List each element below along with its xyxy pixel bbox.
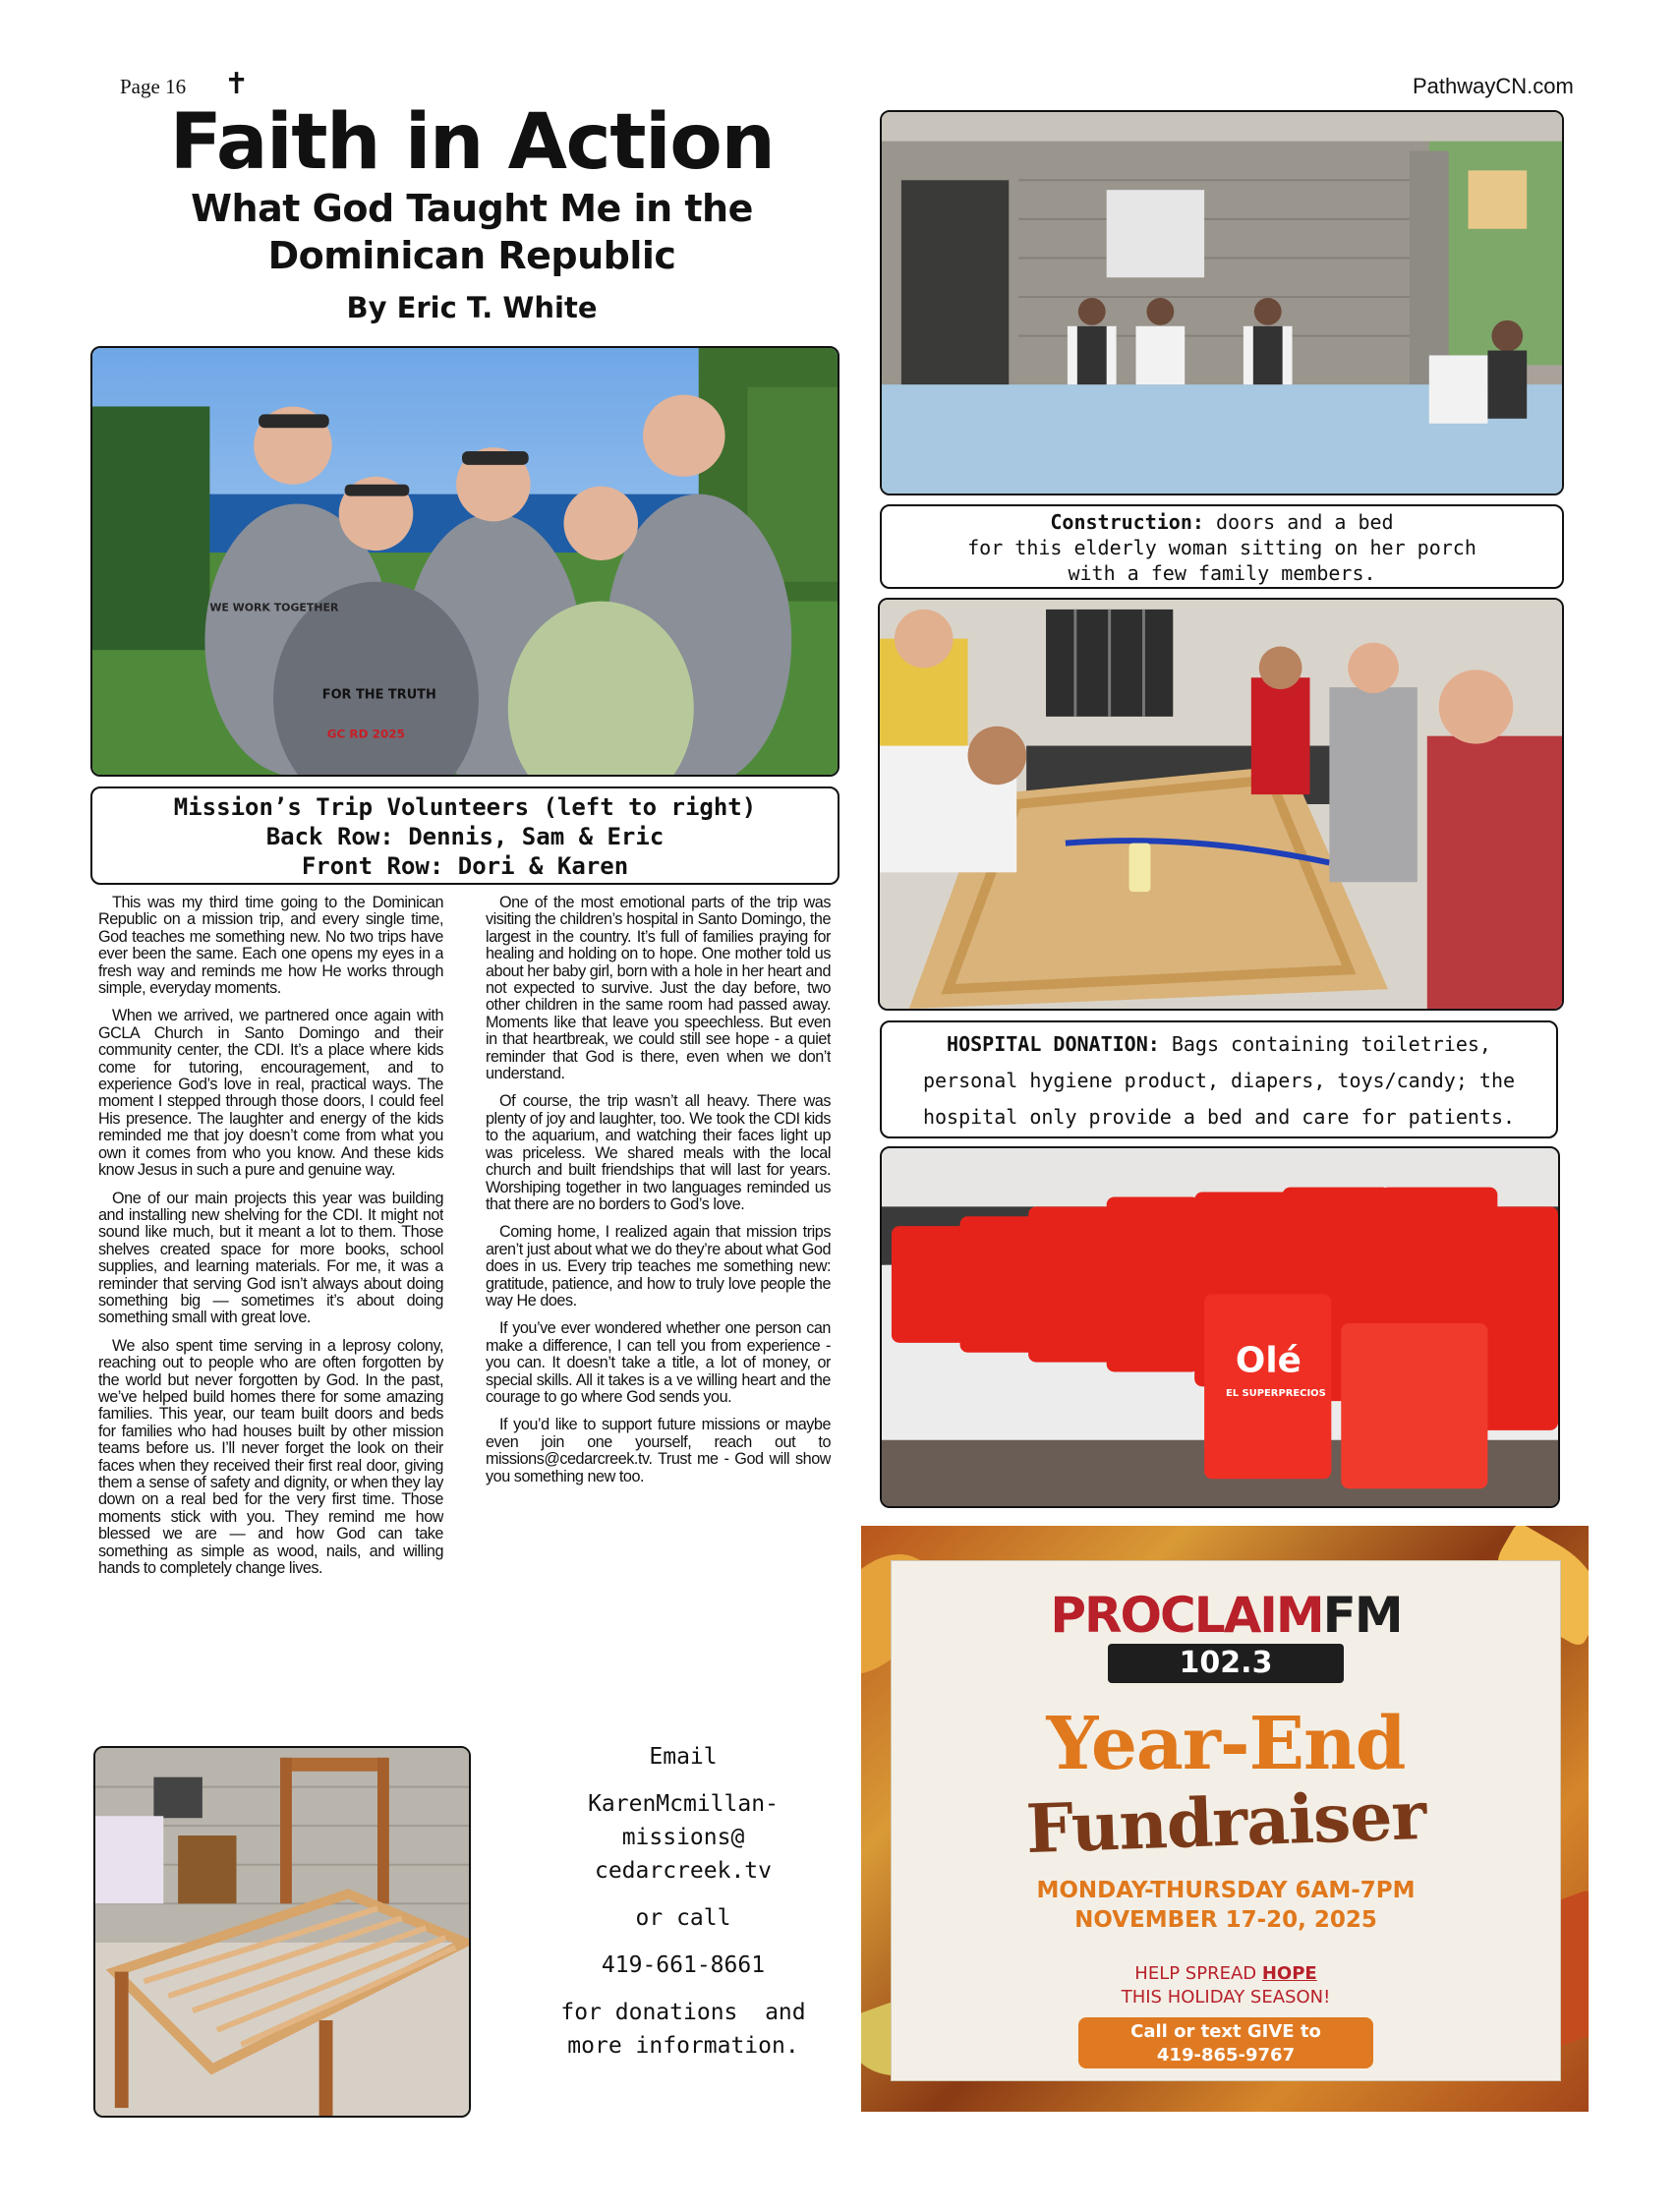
construction-label: Construction: xyxy=(1050,510,1204,534)
subtitle-line-1: What God Taught Me in the xyxy=(191,187,753,230)
brand-name: PROCLAIM xyxy=(1050,1587,1323,1644)
article-title: Faith in Action xyxy=(169,98,775,187)
hospital-line-2: personal hygiene product, diapers, toys/candy; the xyxy=(922,1069,1516,1092)
volunteers-photo xyxy=(90,346,839,777)
page-number: Page 16 xyxy=(120,75,187,98)
caption-line-2: Back Row: Dennis, Sam & Eric xyxy=(265,823,665,850)
help-line-2: THIS HOLIDAY SEASON! xyxy=(1121,1987,1331,2008)
volunteers-caption xyxy=(90,786,839,885)
cta-line-2: 419-865-9767 xyxy=(1156,2045,1296,2066)
ad-headline-1: Year-End xyxy=(1046,1702,1406,1786)
paragraph-7: Coming home, I realized again that mission trips aren’t just about what we do they’re about what God does in us. Every trip teaches me something new: gratitude, patience, and how to truly love people the way He does. xyxy=(486,1223,831,1310)
call-to-action-button[interactable] xyxy=(1078,2017,1373,2068)
paragraph-5: One of the most emotional parts of the trip was visiting the children’s hospital in Santo Domingo, the largest in the country. It’s full of families praying for healing and holding on to hope. One mother told us about her baby girl, born with a hole in her heart and not expected to survive. Just the day before, two other children in the same room had passed away. Moments like that leave you speechless. But even in that heartbreak, we could still see hope - a quiet reminder that God is there, even when we don’t understand. xyxy=(486,895,831,1083)
contact-info-1: for donations and xyxy=(560,2000,806,2025)
help-hope: HOPE xyxy=(1261,1963,1317,1984)
paragraph-4: We also spent time serving in a leprosy colony, reaching out to people who are often forgotten by the world but never forgotten by God. In the past, we’ve helped build homes there for some amazing families. This year, our team built doors and beds for families who had houses built by other mission teams before us. I’ll never forget the look on their faces when they received their first real door, giving them a sense of safety and dignity, or when they lay down on a real bed for the very first time. Those moments stick with you. They remind me how blessed we are — and how God can take something as simple as wood, nails, and willing hands to completely change lives. xyxy=(98,1336,443,1578)
hospital-label: HOSPITAL DONATION: xyxy=(947,1032,1160,1056)
article-column-1 xyxy=(98,895,443,1732)
construction-caption xyxy=(880,504,1564,589)
article-subtitle xyxy=(79,185,865,279)
contact-email-1[interactable]: KarenMcmillan- xyxy=(588,1791,779,1817)
caption-line-3: Front Row: Dori & Karen xyxy=(301,852,629,880)
ad-schedule: MONDAY-THURSDAY 6AM-7PM xyxy=(1036,1878,1416,1903)
brand-frequency: 102.3 xyxy=(1108,1644,1344,1683)
shirt-text-a: FOR THE TRUTH xyxy=(321,687,436,703)
hospital-caption xyxy=(880,1020,1558,1138)
article-column-2 xyxy=(486,895,831,1722)
byline: By Eric T. White xyxy=(346,291,598,324)
hospital-line-1: Bags containing toiletries, xyxy=(1171,1032,1491,1056)
contact-info-2: more information. xyxy=(567,2033,799,2059)
ad-help-text xyxy=(892,1962,1560,2009)
contact-block xyxy=(536,1740,831,2063)
construction-line-3: with a few family members. xyxy=(1068,561,1376,585)
contact-email-3[interactable]: cedarcreek.tv xyxy=(594,1858,772,1884)
construction-photo xyxy=(880,110,1564,495)
contact-or-call: or call xyxy=(635,1905,731,1931)
contact-phone[interactable]: 419-661-8661 xyxy=(601,1952,766,1978)
paragraph-8: If you’ve ever wondered whether one person can make a difference, I can tell you from experience - you can. It doesn’t take a title, a lot of money, or special skills. All it takes is a ve willing heart and the courage to go where God sends you. xyxy=(486,1319,831,1406)
contact-email-label: Email xyxy=(649,1744,718,1770)
ad-headline-2: Fundraiser xyxy=(1024,1775,1427,1870)
ad-panel xyxy=(891,1560,1561,2081)
workshop-photo xyxy=(878,598,1564,1011)
cross-icon: ✝ xyxy=(224,67,250,101)
bag-logo: Olé xyxy=(1235,1340,1302,1381)
construction-line-2: for this elderly woman sitting on her porch xyxy=(967,536,1476,559)
construction-line-1: doors and a bed xyxy=(1215,510,1394,534)
paragraph-6: Of course, the trip wasn’t all heavy. There was plenty of joy and laughter, too. We took the CDI kids to the aquarium, and watching their faces light up was priceless. We shared meals with the local church and built friendships that will last for years. Worshiping together in two languages reminded us that there are no borders to God’s love. xyxy=(486,1092,831,1213)
shirt-text-b: WE WORK TOGETHER xyxy=(209,601,339,614)
bag-tagline: EL SUPERPRECIOS xyxy=(1225,1388,1326,1400)
paragraph-3: One of our main projects this year was building and installing new shelving for the CDI. It might not sound like much, but it meant a lot to them. Those shelves created space for more books, school supplies, and learning materials. For me, it was a reminder that serving God isn’t always about doing something big — sometimes it’s about doing something small with great love. xyxy=(98,1189,443,1327)
hospital-line-3: hospital only provide a bed and care for patients. xyxy=(922,1105,1516,1129)
subtitle-line-2: Dominican Republic xyxy=(267,234,676,277)
proclaim-logo xyxy=(1039,1589,1413,1683)
caption-line-1: Mission’s Trip Volunteers (left to right) xyxy=(173,793,757,821)
brand-fm: FM xyxy=(1322,1587,1402,1644)
fundraiser-ad[interactable] xyxy=(861,1526,1589,2112)
paragraph-9: If you’d like to support future missions or maybe even join one yourself, reach out to missions@cedarcreek.tv. Trust me - God will show you something new too. xyxy=(486,1416,831,1485)
contact-email-2[interactable]: missions@ xyxy=(621,1825,745,1850)
bed-photo xyxy=(93,1746,471,2118)
ad-dates: NOVEMBER 17-20, 2025 xyxy=(1074,1907,1377,1933)
site-name: PathwayCN.com xyxy=(1413,74,1574,98)
paragraph-2: When we arrived, we partnered once again with GCLA Church in Santo Domingo and their community center, the CDI. It’s a place where kids come for tutoring, encouragement, and to experience God’s love in real, practical ways. The moment I stepped through those doors, I could feel His presence. The laughter and energy of the kids reminded me that joy doesn’t come from what you own it comes from who you know. And these kids know Jesus in such a pure and genuine way. xyxy=(98,1007,443,1180)
shirt-text-c: GC RD 2025 xyxy=(326,727,405,741)
help-pre: HELP SPREAD xyxy=(1134,1963,1262,1984)
paragraph-1: This was my third time going to the Dominican Republic on a mission trip, and every single time, God teaches me something new. No two trips have ever been the same. Each one opens my eyes in a fresh way and reminds me how He works through simple, everyday moments. xyxy=(98,895,443,998)
cta-line-1: Call or text GIVE to xyxy=(1130,2021,1321,2042)
donation-bags-photo xyxy=(880,1146,1560,1508)
